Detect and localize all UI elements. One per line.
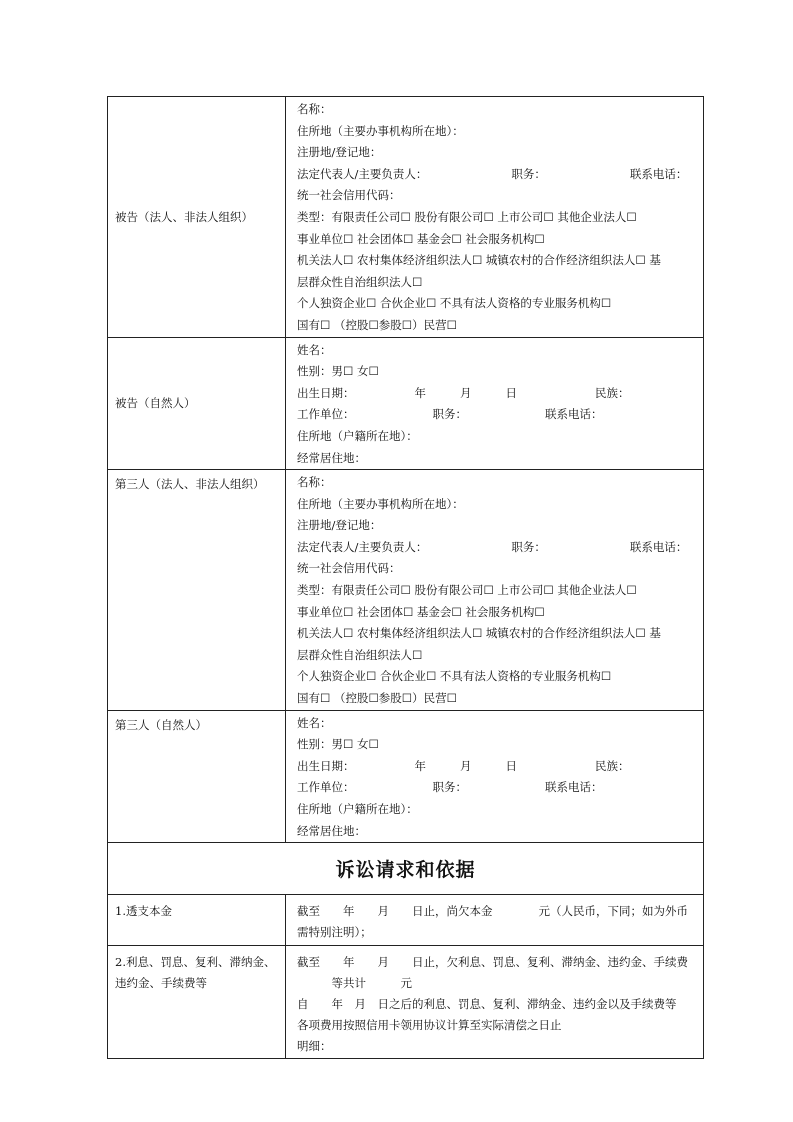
org-representative-field: 法定代表人/主要负责人： xyxy=(297,166,428,181)
third-person-label: 第三人（自然人） xyxy=(108,710,286,843)
person-birth-line xyxy=(297,383,703,405)
ethnicity-field: 民族： xyxy=(595,758,630,773)
third-org-type-options-2: 事业单位☐ 社会团体☐ 基金会☐ 社会服务机构☐ xyxy=(297,604,545,619)
defendant-person-row xyxy=(108,337,704,470)
third-org-fields xyxy=(286,470,704,711)
work-field: 工作单位： xyxy=(297,407,355,422)
org-phone-field: 联系电话： xyxy=(629,166,688,181)
person-work-line xyxy=(297,404,703,426)
third-person-row xyxy=(108,710,704,843)
year-label: 年 xyxy=(414,385,426,400)
person-name-field: 姓名： xyxy=(297,342,332,357)
person-habitual-field: 经常居住地： xyxy=(297,450,366,465)
third-org-type-options-5: 个人独资企业☐ 合伙企业☐ 不具有法人资格的专业服务机构☐ xyxy=(297,669,612,684)
third-org-address-field: 住所地（主要办事机构所在地）： xyxy=(297,496,464,511)
third-org-label: 第三人（法人、非法人组织） xyxy=(108,470,286,711)
month-label: 月 xyxy=(460,758,472,773)
day-label: 日 xyxy=(505,758,517,773)
position-field: 职务： xyxy=(432,780,467,795)
third-org-row xyxy=(108,470,704,711)
third-person-work-line xyxy=(297,777,703,799)
third-person-habitual-field: 经常居住地： xyxy=(297,823,366,838)
person-gender-options: 性别：男☐ 女☐ xyxy=(297,364,379,379)
request-line: 截至 年 月 日止，尚欠本金 元（人民币，下同；如为外币 xyxy=(297,904,688,919)
position-field: 职务： xyxy=(432,407,467,422)
request-line: 截至 年 月 日止，欠利息、罚息、复利、滞纳金、违约金、手续费 xyxy=(297,955,688,970)
third-person-residence-field: 住所地（户籍所在地）： xyxy=(297,802,418,816)
request-row xyxy=(108,895,704,946)
request-content xyxy=(286,946,704,1059)
third-org-representative-line xyxy=(297,537,703,559)
third-org-phone-field: 联系电话： xyxy=(629,539,688,554)
phone-field: 联系电话： xyxy=(545,780,603,795)
request-line: 明细： xyxy=(297,1039,332,1054)
org-position-field: 职务： xyxy=(511,166,546,181)
defendant-person-fields xyxy=(286,337,704,470)
month-label: 月 xyxy=(460,385,472,400)
org-type-options-2: 事业单位☐ 社会团体☐ 基金会☐ 社会服务机构☐ xyxy=(297,231,545,246)
defendant-org-row xyxy=(108,97,704,338)
work-field: 工作单位： xyxy=(297,780,355,795)
request-content xyxy=(286,895,704,946)
third-org-ownership-options: 国有☐ （控股☐参股☐）民营☐ xyxy=(297,691,457,706)
third-person-gender-options: 性别：男☐ 女☐ xyxy=(297,737,379,752)
org-type-options-4: 层群众性自治组织法人☐ xyxy=(297,274,423,289)
request-label: 1.透支本金 xyxy=(108,895,286,946)
org-type-options-1: 类型：有限责任公司☐ 股份有限公司☐ 上市公司☐ 其他企业法人☐ xyxy=(297,209,637,224)
third-org-type-options-3: 机关法人☐ 农村集体经济组织法人☐ 城镇农村的合作经济组织法人☐ 基 xyxy=(297,626,661,641)
request-label: 2.利息、罚息、复利、滞纳金、违约金、手续费等 xyxy=(108,946,286,1059)
third-org-position-field: 职务： xyxy=(511,539,546,554)
defendant-org-label: 被告（法人、非法人组织） xyxy=(108,97,286,338)
third-org-credit-code-field: 统一社会信用代码： xyxy=(297,561,401,576)
org-registration-field: 注册地/登记地： xyxy=(297,145,382,160)
complaint-form-table xyxy=(107,96,704,1059)
request-line: 各项费用按照信用卡领用协议计算至实际清偿之日止 xyxy=(297,1018,562,1033)
third-org-type-options-1: 类型：有限责任公司☐ 股份有限公司☐ 上市公司☐ 其他企业法人☐ xyxy=(297,583,637,598)
request-line: 自 年 月 日之后的利息、罚息、复利、滞纳金、违约金以及手续费等 xyxy=(297,997,677,1012)
third-org-type-options-4: 层群众性自治组织法人☐ xyxy=(297,647,423,662)
org-type-options-3: 机关法人☐ 农村集体经济组织法人☐ 城镇农村的合作经济组织法人☐ 基 xyxy=(297,253,661,268)
request-line: 需特别注明）； xyxy=(297,925,372,940)
request-row xyxy=(108,946,704,1059)
claims-section-row xyxy=(108,843,704,895)
org-type-options-5: 个人独资企业☐ 合伙企业☐ 不具有法人资格的专业服务机构☐ xyxy=(297,296,612,311)
person-residence-field: 住所地（户籍所在地）： xyxy=(297,428,418,443)
org-representative-line xyxy=(297,164,703,186)
defendant-person-label: 被告（自然人） xyxy=(108,337,286,470)
day-label: 日 xyxy=(505,385,517,400)
org-ownership-options: 国有☐ （控股☐参股☐）民营☐ xyxy=(297,317,457,332)
ethnicity-field: 民族： xyxy=(595,385,630,400)
year-label: 年 xyxy=(414,758,426,773)
org-name-field: 名称： xyxy=(297,102,332,116)
phone-field: 联系电话： xyxy=(545,407,603,422)
section-title: 诉讼请求和依据 xyxy=(335,859,476,882)
third-org-representative-field: 法定代表人/主要负责人： xyxy=(297,539,428,554)
third-org-name-field: 名称： xyxy=(297,475,332,490)
claims-section-header xyxy=(108,843,704,895)
third-person-fields xyxy=(286,710,704,843)
third-org-registration-field: 注册地/登记地： xyxy=(297,518,382,533)
third-person-name-field: 姓名： xyxy=(297,715,332,730)
birth-label: 出生日期： xyxy=(297,758,355,773)
request-line: 等共计 元 xyxy=(297,976,412,991)
birth-label: 出生日期： xyxy=(297,385,355,400)
org-address-field: 住所地（主要办事机构所在地）： xyxy=(297,123,464,138)
third-person-birth-line xyxy=(297,756,703,778)
org-credit-code-field: 统一社会信用代码： xyxy=(297,188,401,203)
defendant-org-fields xyxy=(286,97,704,338)
